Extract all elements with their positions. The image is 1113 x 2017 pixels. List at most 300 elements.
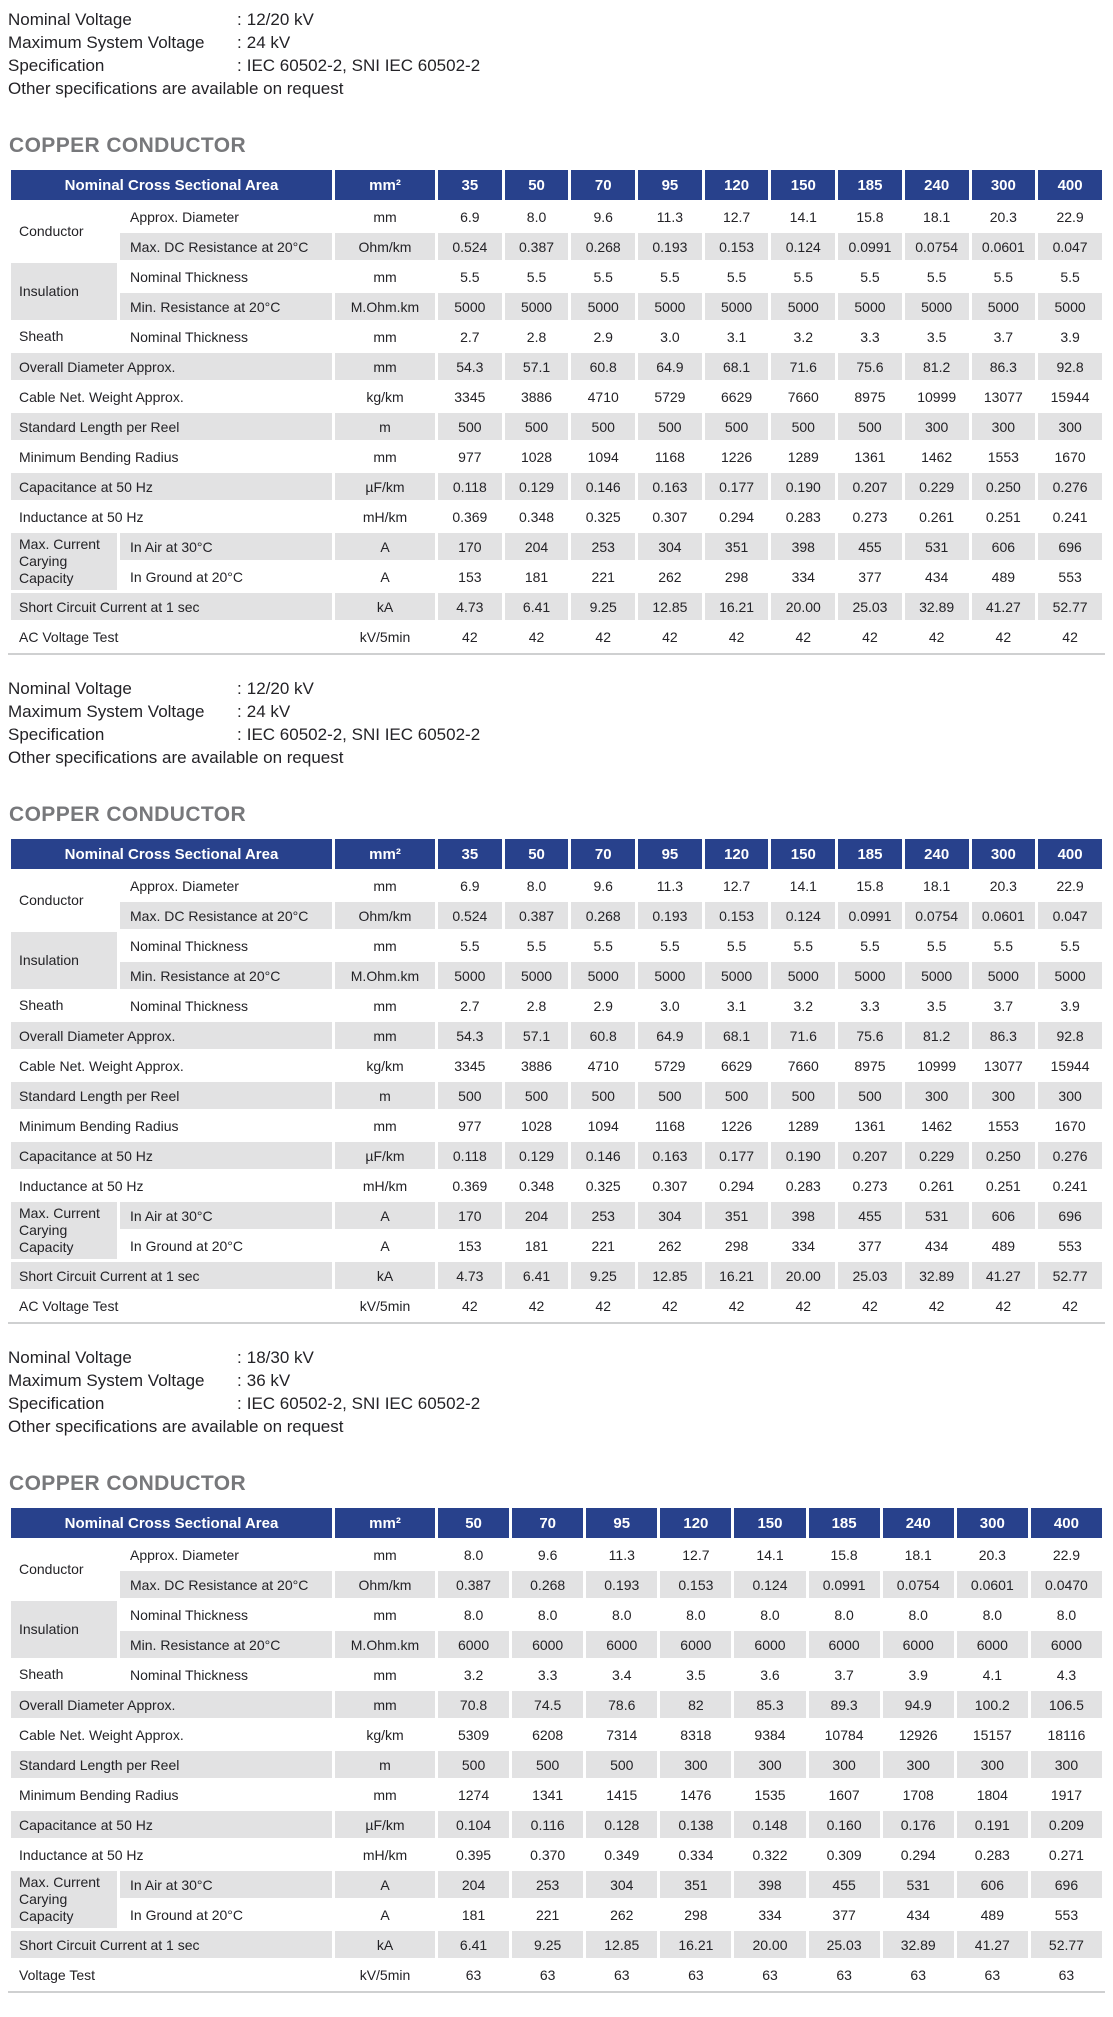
- value-cell: 3.9: [1060, 328, 1080, 345]
- size-column-header: 120: [705, 170, 769, 200]
- value-cell: 20.3: [978, 1546, 1006, 1563]
- unit-cell: mm: [373, 448, 397, 465]
- value-cell: 15944: [1050, 388, 1090, 405]
- value-cell: 63: [910, 1966, 926, 1983]
- value-cell: 78.6: [586, 1691, 657, 1718]
- info-value: 18/30 kV: [246, 1348, 314, 1367]
- value-cell: 7314: [606, 1726, 638, 1743]
- value-cell: 0.047: [1038, 902, 1102, 929]
- unit-cell: kg/km: [366, 1057, 404, 1074]
- value-cell: 5.5: [993, 937, 1014, 954]
- table-row: [11, 1931, 1102, 1958]
- value-cell: 0.395: [456, 1846, 492, 1863]
- table-row: [11, 1751, 1102, 1778]
- value-cell: 3886: [520, 388, 553, 405]
- spec-table: [8, 836, 1105, 1324]
- row-group-label: Max. Current Carying Capacity: [11, 1202, 117, 1259]
- value-cell: 434: [924, 1237, 949, 1254]
- value-cell: 181: [524, 568, 549, 585]
- value-cell: 71.6: [771, 353, 835, 380]
- value-cell: 6000: [438, 1631, 509, 1658]
- value-cell: 0.348: [519, 508, 555, 525]
- value-cell: 0.0754: [905, 233, 969, 260]
- value-cell: 300: [660, 1751, 731, 1778]
- table-row: [11, 1082, 1102, 1109]
- value-cell: 1094: [587, 448, 619, 465]
- table-row: [11, 203, 1102, 230]
- value-cell: 9.6: [593, 208, 613, 225]
- value-cell: 500: [571, 1082, 635, 1109]
- spec-table: [8, 1505, 1105, 1993]
- colon-separator: :: [237, 1348, 242, 1367]
- size-column-header: 95: [638, 170, 702, 200]
- value-cell: 6000: [734, 1631, 805, 1658]
- value-cell: 0.261: [919, 1177, 955, 1194]
- value-cell: 0.153: [705, 902, 769, 929]
- value-cell: 5000: [571, 962, 635, 989]
- value-cell: 398: [771, 1202, 835, 1229]
- value-cell: 1028: [520, 448, 553, 465]
- table-row: [11, 1871, 1102, 1898]
- value-cell: 1670: [1054, 448, 1086, 465]
- value-cell: 553: [1058, 568, 1082, 585]
- value-cell: 3.3: [537, 1666, 558, 1683]
- section-title: COPPER CONDUCTOR: [9, 1472, 247, 1495]
- value-cell: 22.9: [1052, 1546, 1081, 1563]
- row-label: Approx. Diameter: [130, 1546, 239, 1563]
- value-cell: 0.251: [985, 1177, 1021, 1194]
- table-row: [11, 563, 1102, 590]
- table-row: [11, 323, 1102, 350]
- size-column-header: 95: [638, 839, 702, 869]
- size-column-header: 185: [838, 839, 902, 869]
- row-label: Standard Length per Reel: [11, 1751, 332, 1778]
- value-cell: 8.0: [537, 1606, 558, 1623]
- value-cell: 94.9: [883, 1691, 954, 1718]
- unit-column-header: mm²: [335, 170, 435, 200]
- value-cell: 221: [535, 1906, 560, 1923]
- row-label: Minimum Bending Radius: [19, 448, 179, 465]
- unit-cell: A: [380, 1906, 390, 1923]
- table-corner-header: Nominal Cross Sectional Area: [11, 170, 332, 200]
- value-cell: 0.241: [1052, 1177, 1088, 1194]
- value-cell: 63: [613, 1966, 630, 1983]
- value-cell: 5000: [505, 293, 569, 320]
- value-cell: 32.89: [905, 593, 969, 620]
- row-label: Nominal Thickness: [130, 328, 249, 345]
- table-row: [11, 623, 1102, 650]
- value-cell: 63: [984, 1966, 1001, 1983]
- value-cell: 351: [660, 1871, 731, 1898]
- value-cell: 60.8: [571, 353, 635, 380]
- row-label: In Air at 30°C: [120, 1871, 332, 1898]
- value-cell: 531: [905, 1202, 969, 1229]
- table-row: [11, 1262, 1102, 1289]
- unit-cell: mH/km: [362, 1846, 408, 1863]
- value-cell: 0.369: [452, 508, 488, 525]
- value-cell: 298: [724, 568, 749, 585]
- value-cell: 0.118: [438, 1142, 502, 1169]
- value-cell: 7660: [787, 388, 819, 405]
- value-cell: 5.5: [726, 937, 747, 954]
- value-cell: 22.9: [1056, 208, 1084, 225]
- value-cell: 10999: [917, 1057, 957, 1074]
- row-label: Min. Resistance at 20°C: [120, 1631, 332, 1658]
- value-cell: 0.047: [1038, 233, 1102, 260]
- value-cell: 6.41: [505, 1262, 569, 1289]
- value-cell: 71.6: [771, 1022, 835, 1049]
- table-row: [11, 1232, 1102, 1259]
- value-cell: 170: [438, 1202, 502, 1229]
- value-cell: 0.209: [1031, 1811, 1102, 1838]
- value-cell: 334: [791, 568, 815, 585]
- value-cell: 5.5: [926, 268, 947, 285]
- value-cell: 12.7: [722, 877, 751, 894]
- value-cell: 300: [1038, 413, 1102, 440]
- value-cell: 1708: [902, 1786, 934, 1803]
- value-cell: 42: [528, 1297, 545, 1314]
- value-cell: 6.9: [460, 877, 480, 894]
- table-header-row: [11, 839, 1102, 869]
- unit-cell: µF/km: [335, 1142, 435, 1169]
- value-cell: 1476: [680, 1786, 712, 1803]
- value-cell: 0.104: [438, 1811, 509, 1838]
- value-cell: 12.85: [638, 1262, 702, 1289]
- value-cell: 500: [438, 1082, 502, 1109]
- value-cell: 0.153: [660, 1571, 731, 1598]
- value-cell: 0.176: [883, 1811, 954, 1838]
- table-corner-header: Nominal Cross Sectional Area: [11, 1508, 332, 1538]
- value-cell: 52.77: [1031, 1931, 1102, 1958]
- value-cell: 54.3: [438, 1022, 502, 1049]
- colon-separator: :: [237, 33, 242, 52]
- value-cell: 500: [505, 413, 569, 440]
- value-cell: 6208: [532, 1726, 564, 1743]
- value-cell: 0.153: [705, 233, 769, 260]
- info-line: [8, 677, 1105, 700]
- value-cell: 5000: [705, 293, 769, 320]
- value-cell: 204: [438, 1871, 509, 1898]
- value-cell: 0.124: [771, 902, 835, 929]
- value-cell: 0.387: [505, 902, 569, 929]
- value-cell: 5.5: [593, 268, 613, 285]
- value-cell: 262: [658, 1237, 682, 1254]
- value-cell: 5.5: [793, 268, 814, 285]
- value-cell: 553: [1054, 1906, 1079, 1923]
- value-cell: 606: [972, 1202, 1036, 1229]
- value-cell: 0.138: [660, 1811, 731, 1838]
- value-cell: 2.7: [460, 328, 480, 345]
- value-cell: 500: [505, 1082, 569, 1109]
- value-cell: 8975: [854, 388, 886, 405]
- value-cell: 0.322: [752, 1846, 788, 1863]
- value-cell: 1226: [721, 448, 753, 465]
- value-cell: 5.5: [860, 268, 880, 285]
- value-cell: 64.9: [638, 353, 702, 380]
- value-cell: 0.268: [571, 902, 635, 929]
- value-cell: 8.0: [760, 1606, 780, 1623]
- value-cell: 42: [462, 1297, 478, 1314]
- value-cell: 8.0: [526, 208, 547, 225]
- size-column-header: 300: [972, 839, 1036, 869]
- value-cell: 0.0601: [972, 233, 1036, 260]
- value-cell: 5.5: [1060, 268, 1080, 285]
- value-cell: 5000: [705, 962, 769, 989]
- table-row: [11, 932, 1102, 959]
- colon-separator: :: [237, 725, 242, 744]
- value-cell: 4710: [587, 1057, 619, 1074]
- value-cell: 0.0754: [883, 1571, 954, 1598]
- value-cell: 15.8: [856, 208, 884, 225]
- row-label: Capacitance at 50 Hz: [11, 473, 332, 500]
- info-block: [8, 8, 1105, 100]
- value-cell: 0.0991: [838, 902, 902, 929]
- spec-section-1: [8, 8, 1105, 655]
- value-cell: 5000: [505, 962, 569, 989]
- row-label: Capacitance at 50 Hz: [11, 1811, 332, 1838]
- info-value: 12/20 kV: [246, 679, 314, 698]
- value-cell: 2.9: [593, 328, 613, 345]
- value-cell: 42: [728, 1297, 745, 1314]
- value-cell: 3345: [454, 1057, 486, 1074]
- unit-cell: mm: [373, 1546, 397, 1563]
- value-cell: 0.268: [571, 233, 635, 260]
- value-cell: 204: [505, 533, 569, 560]
- value-cell: 300: [883, 1751, 954, 1778]
- value-cell: 351: [705, 1202, 769, 1229]
- value-cell: 100.2: [957, 1691, 1028, 1718]
- value-cell: 0.177: [705, 1142, 769, 1169]
- value-cell: 500: [512, 1751, 583, 1778]
- value-cell: 500: [586, 1751, 657, 1778]
- row-label: Minimum Bending Radius: [19, 1786, 179, 1803]
- value-cell: 8.0: [1056, 1606, 1077, 1623]
- unit-cell: kV/5min: [359, 1297, 411, 1314]
- value-cell: 434: [924, 568, 949, 585]
- value-cell: 52.77: [1038, 593, 1102, 620]
- colon-separator: :: [237, 56, 242, 75]
- colon-separator: :: [237, 679, 242, 698]
- value-cell: 531: [883, 1871, 954, 1898]
- value-cell: 9.6: [537, 1546, 558, 1563]
- value-cell: 300: [1031, 1751, 1102, 1778]
- table-row: [11, 1781, 1102, 1808]
- value-cell: 9.6: [593, 877, 613, 894]
- value-cell: 5.5: [660, 268, 680, 285]
- value-cell: 42: [795, 628, 812, 645]
- unit-cell: mH/km: [362, 1177, 408, 1194]
- info-line: [8, 723, 1105, 746]
- row-label: Cable Net. Weight Approx.: [19, 1057, 184, 1074]
- value-cell: 42: [662, 628, 678, 645]
- value-cell: 81.2: [905, 353, 969, 380]
- row-label: Standard Length per Reel: [11, 413, 332, 440]
- row-label: Short Circuit Current at 1 sec: [11, 1262, 332, 1289]
- value-cell: 696: [1031, 1871, 1102, 1898]
- value-cell: 0.148: [734, 1811, 805, 1838]
- value-cell: 398: [771, 533, 835, 560]
- value-cell: 81.2: [905, 1022, 969, 1049]
- value-cell: 500: [771, 1082, 835, 1109]
- unit-cell: m: [335, 1082, 435, 1109]
- value-cell: 500: [705, 1082, 769, 1109]
- value-cell: 41.27: [972, 1262, 1036, 1289]
- value-cell: 5.5: [593, 937, 613, 954]
- value-cell: 5000: [972, 962, 1036, 989]
- value-cell: 1462: [921, 448, 953, 465]
- table-row: [11, 1961, 1102, 1988]
- value-cell: 0.387: [438, 1571, 509, 1598]
- unit-cell: kA: [335, 1931, 435, 1958]
- value-cell: 15.8: [830, 1546, 858, 1563]
- value-cell: 20.3: [989, 877, 1017, 894]
- row-label: In Ground at 20°C: [130, 568, 243, 585]
- value-cell: 6.41: [438, 1931, 509, 1958]
- unit-cell: M.Ohm.km: [335, 293, 435, 320]
- size-column-header: 50: [505, 839, 569, 869]
- value-cell: 86.3: [972, 353, 1036, 380]
- value-cell: 6000: [660, 1631, 731, 1658]
- unit-cell: mm: [373, 1786, 397, 1803]
- row-label: Max. DC Resistance at 20°C: [120, 902, 332, 929]
- table-row: [11, 443, 1102, 470]
- value-cell: 0.193: [638, 233, 702, 260]
- value-cell: 4.3: [1056, 1666, 1077, 1683]
- info-line: [8, 700, 1105, 723]
- row-group-label: Sheath: [19, 997, 64, 1013]
- table-row: [11, 533, 1102, 560]
- value-cell: 455: [838, 533, 902, 560]
- value-cell: 18.1: [904, 1546, 932, 1563]
- row-group-label: Max. Current Carying Capacity: [11, 533, 117, 590]
- row-label: Overall Diameter Approx.: [11, 1022, 332, 1049]
- unit-column-header: mm²: [335, 839, 435, 869]
- spec-section-2: [8, 677, 1105, 1324]
- row-label: Approx. Diameter: [130, 208, 239, 225]
- value-cell: 4.73: [438, 593, 502, 620]
- value-cell: 20.00: [771, 1262, 835, 1289]
- row-label: Min. Resistance at 20°C: [120, 293, 332, 320]
- value-cell: 0.0601: [957, 1571, 1028, 1598]
- value-cell: 0.146: [571, 473, 635, 500]
- row-label: Nominal Thickness: [130, 268, 249, 285]
- unit-cell: mm: [373, 328, 397, 345]
- size-column-header: 400: [1031, 1508, 1102, 1538]
- table-row: [11, 383, 1102, 410]
- value-cell: 606: [972, 533, 1036, 560]
- value-cell: 500: [838, 1082, 902, 1109]
- row-label: Short Circuit Current at 1 sec: [11, 593, 332, 620]
- value-cell: 42: [462, 628, 478, 645]
- value-cell: 5.5: [526, 937, 547, 954]
- value-cell: 0.124: [771, 233, 835, 260]
- value-cell: 12.85: [586, 1931, 657, 1958]
- value-cell: 82: [660, 1691, 731, 1718]
- value-cell: 6000: [512, 1631, 583, 1658]
- row-group-label: Insulation: [11, 263, 117, 320]
- size-column-header: 400: [1038, 170, 1102, 200]
- value-cell: 3.3: [860, 328, 880, 345]
- value-cell: 221: [591, 1237, 615, 1254]
- value-cell: 42: [928, 628, 945, 645]
- value-cell: 0.250: [972, 473, 1036, 500]
- value-cell: 5000: [1038, 293, 1102, 320]
- value-cell: 86.3: [972, 1022, 1036, 1049]
- value-cell: 489: [980, 1906, 1004, 1923]
- value-cell: 1535: [754, 1786, 786, 1803]
- value-cell: 9.25: [571, 1262, 635, 1289]
- value-cell: 0.387: [505, 233, 569, 260]
- info-line: [8, 54, 1105, 77]
- table-row: [11, 1661, 1102, 1688]
- value-cell: 5000: [972, 293, 1036, 320]
- value-cell: 304: [638, 533, 702, 560]
- value-cell: 14.1: [789, 877, 817, 894]
- value-cell: 6000: [957, 1631, 1028, 1658]
- value-cell: 42: [662, 1297, 678, 1314]
- value-cell: 5000: [638, 293, 702, 320]
- value-cell: 42: [795, 1297, 812, 1314]
- value-cell: 334: [758, 1906, 782, 1923]
- info-label: Maximum System Voltage: [8, 33, 205, 52]
- value-cell: 262: [610, 1906, 634, 1923]
- value-cell: 0.207: [838, 1142, 902, 1169]
- value-cell: 42: [1062, 628, 1078, 645]
- table-row: [11, 413, 1102, 440]
- value-cell: 63: [539, 1966, 556, 1983]
- value-cell: 606: [957, 1871, 1028, 1898]
- unit-cell: m: [335, 1751, 435, 1778]
- table-row: [11, 1202, 1102, 1229]
- info-value: 12/20 kV: [246, 10, 314, 29]
- value-cell: 0.250: [972, 1142, 1036, 1169]
- table-row: [11, 593, 1102, 620]
- value-cell: 221: [591, 568, 615, 585]
- table-row: [11, 1721, 1102, 1748]
- value-cell: 3.5: [926, 997, 947, 1014]
- table-row: [11, 992, 1102, 1019]
- value-cell: 1274: [457, 1786, 490, 1803]
- value-cell: 300: [734, 1751, 805, 1778]
- section-title: COPPER CONDUCTOR: [9, 134, 247, 157]
- value-cell: 0.307: [652, 1177, 688, 1194]
- value-cell: 1415: [606, 1786, 638, 1803]
- value-cell: 5.5: [460, 937, 480, 954]
- value-cell: 300: [905, 413, 969, 440]
- value-cell: 170: [438, 533, 502, 560]
- value-cell: 70.8: [438, 1691, 509, 1718]
- value-cell: 0.348: [519, 1177, 555, 1194]
- size-column-header: 300: [957, 1508, 1028, 1538]
- value-cell: 92.8: [1038, 1022, 1102, 1049]
- value-cell: 500: [571, 413, 635, 440]
- value-cell: 0.273: [852, 1177, 888, 1194]
- value-cell: 106.5: [1031, 1691, 1102, 1718]
- size-column-header: 35: [438, 839, 502, 869]
- value-cell: 0.283: [974, 1846, 1010, 1863]
- value-cell: 42: [862, 1297, 878, 1314]
- value-cell: 63: [762, 1966, 778, 1983]
- value-cell: 5000: [438, 293, 502, 320]
- row-label: Max. DC Resistance at 20°C: [120, 233, 332, 260]
- value-cell: 553: [1058, 1237, 1082, 1254]
- size-column-header: 120: [705, 839, 769, 869]
- value-cell: 0.129: [505, 1142, 569, 1169]
- size-column-header: 120: [660, 1508, 731, 1538]
- info-value: 36 kV: [246, 1371, 291, 1390]
- value-cell: 6.9: [460, 208, 480, 225]
- table-row: [11, 1112, 1102, 1139]
